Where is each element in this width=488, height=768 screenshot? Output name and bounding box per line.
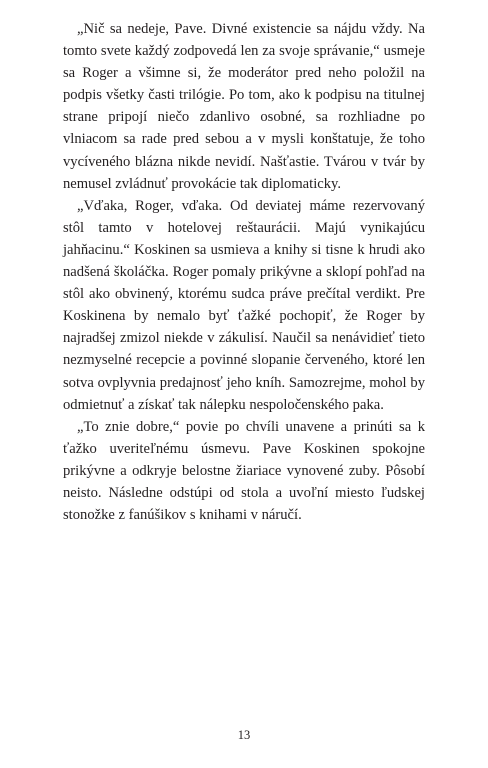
page-number: 13 bbox=[237, 728, 251, 742]
paragraph: „To znie dobre,“ povie po chvíli unavene a prinúti sa k ťažko uveriteľnému úsmevu. Pave Koskinen spokojne prikývne a odkryje belostne žiariace vynovené zuby. Pôsobí neisto. Následne odstúpi od stola a uvoľní miesto ľudskej stonožke z fanúšikov s knihami v náručí. bbox=[63, 418, 425, 524]
paragraph: „Vďaka, Roger, vďaka. Od deviatej máme rezervovaný stôl tamto v hotelovej reštaurácii. Majú vynikajúcu jahňacinu.“ Koskinen sa usmieva a knihy si tisne k hrudi ako nadšená školáčka. Roger pomaly prikývne a sklopí pohľad na stôl ako obvinený, ktorému sudca práve prečítal verdikt. Pre Koskinena by nemalo byť ťažké pochopiť, že Roger by najradšej zmizol niekde v zákulisí. Naučil sa nenávidieť tieto nezmyselné recepcie a povinné slopanie červeného, ktoré len sotva ovplyvnia predajnosť jeho kníh. Samozrejme, mohol by odmietnuť a získať tak nálepku nespoločenského paka. bbox=[63, 197, 425, 413]
body-text bbox=[63, 18, 425, 526]
paragraph: „Nič sa nedeje, Pave. Divné existencie sa nájdu vždy. Na tomto svete každý zodpovedá len za svoje správanie,“ usmeje sa Roger a všimne si, že moderátor pred neho položil na podpis všetky časti trilógie. Po tom, ako k podpisu na titulnej strane pripojí niečo zdanlivo osobné, sa rozhliadne po vlniacom sa rade pred sebou a v mysli konštatuje, že toho vycíveného blázna nikde nevidí. Našťastie. Tvárou v tvár by nemusel zvládnuť provokácie tak diplomaticky. bbox=[63, 21, 425, 192]
